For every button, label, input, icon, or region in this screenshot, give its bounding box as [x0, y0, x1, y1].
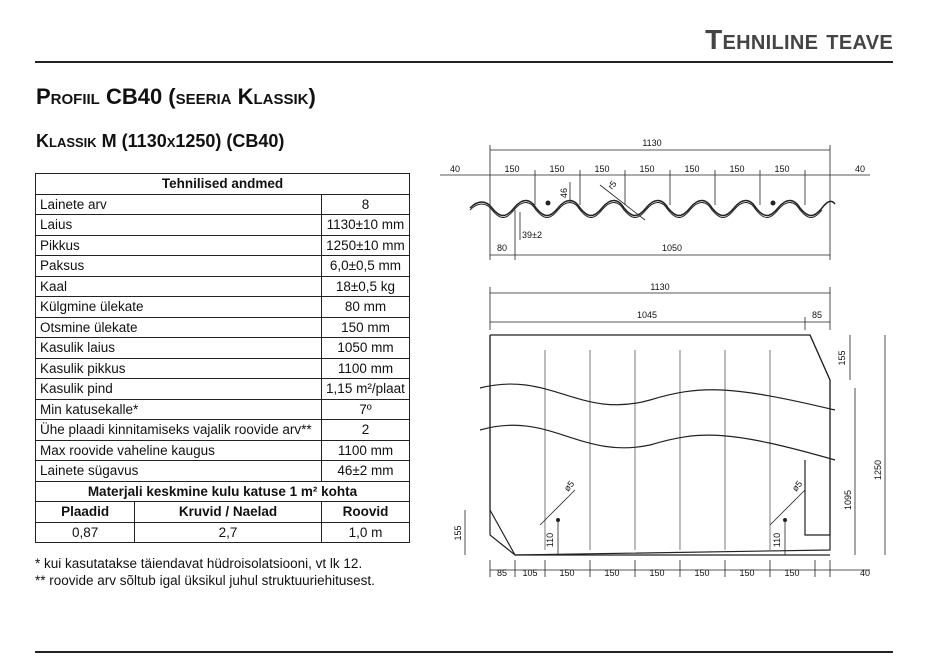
label-screw-dist-right: 110 [772, 532, 782, 548]
spec-row [36, 358, 410, 379]
label-seg-1: 150 [504, 164, 520, 174]
spec-label: Kasulik laius [36, 338, 322, 359]
spec-label: Kaal [36, 276, 322, 297]
tech-specs-table [35, 173, 410, 543]
spec-value: 46±2 mm [321, 461, 409, 482]
label-plan-cut: 85 [811, 310, 823, 320]
label-bottom-seg-0: 85 [496, 568, 508, 578]
label-seg-4: 150 [639, 164, 655, 174]
label-total-length: 1250 [873, 459, 883, 481]
spec-row [36, 399, 410, 420]
label-screw-dist-left: 110 [545, 532, 555, 548]
spec-value: 1050 mm [321, 338, 409, 359]
label-plan-useful: 1045 [636, 310, 658, 320]
spec-row [36, 215, 410, 236]
spec-value: 18±0,5 kg [321, 276, 409, 297]
usage-value-screws: 2,7 [135, 522, 322, 543]
spec-label: Lainete sügavus [36, 461, 322, 482]
spec-label: Paksus [36, 256, 322, 277]
product-subtitle: Klassik M (1130x1250) (CB40) [36, 131, 285, 151]
fastener-marker-right [771, 201, 776, 206]
spec-label: Kasulik pind [36, 379, 322, 400]
usage-header-plates: Plaadid [36, 502, 135, 523]
label-plan-total: 1130 [650, 282, 670, 292]
label-bottom-seg-2: 150 [559, 568, 575, 578]
label-height: 46 [559, 187, 569, 199]
label-offset: 39±2 [522, 230, 542, 240]
spec-label: Pikkus [36, 235, 322, 256]
screw-dot-left [556, 518, 560, 522]
technical-drawing [440, 130, 900, 590]
spec-label: Max roovide vaheline kaugus [36, 440, 322, 461]
spec-value: 150 mm [321, 317, 409, 338]
label-left-overlap: 80 [496, 243, 508, 253]
label-bottom-seg-3: 150 [604, 568, 620, 578]
spec-row [36, 194, 410, 215]
usage-value-plates: 0,87 [36, 522, 135, 543]
wave-cut-1 [480, 384, 835, 410]
footnote-1: * kui kasutatakse täiendavat hüdroisolatsiooni, vt lk 12. [35, 556, 363, 571]
spec-label: Kasulik pikkus [36, 358, 322, 379]
wave-cut-2 [480, 425, 835, 460]
spec-label: Külgmine ülekate [36, 297, 322, 318]
spec-value: 1100 mm [321, 440, 409, 461]
spec-value: 7º [321, 399, 409, 420]
usage-value-battens: 1,0 m [321, 522, 409, 543]
spec-value: 2 [321, 420, 409, 441]
label-cut-top: 155 [837, 350, 847, 366]
screw-dot-right [783, 518, 787, 522]
tech-table-title: Tehnilised andmed [36, 174, 410, 195]
spec-row [36, 317, 410, 338]
spec-value: 1130±10 mm [321, 215, 409, 236]
spec-value: 8 [321, 194, 409, 215]
usage-table-title: Materjali keskmine kulu katuse 1 m² kohta [36, 481, 410, 502]
label-cut-bottom: 155 [453, 525, 463, 541]
spec-value: 80 mm [321, 297, 409, 318]
label-bottom-seg-7: 150 [784, 568, 800, 578]
label-radius: r5 [605, 178, 619, 192]
spec-row [36, 461, 410, 482]
label-seg-3: 150 [594, 164, 610, 174]
spec-value: 6,0±0,5 mm [321, 256, 409, 277]
bottom-divider [35, 651, 893, 653]
top-divider [35, 61, 893, 63]
label-seg-6: 150 [729, 164, 745, 174]
spec-row [36, 379, 410, 400]
spec-label: Min katusekalle* [36, 399, 322, 420]
screw-line-right [770, 490, 805, 525]
spec-row [36, 276, 410, 297]
spec-value: 1100 mm [321, 358, 409, 379]
label-bottom-seg-1: 105 [522, 568, 538, 578]
spec-row [36, 235, 410, 256]
footnotes [35, 555, 375, 589]
label-screw-dia-left: ø5 [561, 478, 577, 494]
spec-label: Lainete arv [36, 194, 322, 215]
label-bottom-seg-6: 150 [739, 568, 755, 578]
spec-value: 1,15 m²/plaat [321, 379, 409, 400]
label-bottom-seg-8: 40 [859, 568, 871, 578]
spec-label: Ühe plaadi kinnitamiseks vajalik roovide arv** [36, 420, 322, 441]
label-useful-width: 1050 [661, 243, 683, 253]
label-seg-5: 150 [684, 164, 700, 174]
spec-value: 1250±10 mm [321, 235, 409, 256]
spec-label: Otsmine ülekate [36, 317, 322, 338]
spec-label: Laius [36, 215, 322, 236]
label-profile-total: 1130 [642, 138, 662, 148]
spec-row [36, 297, 410, 318]
spec-row [36, 420, 410, 441]
label-seg-7: 150 [774, 164, 790, 174]
label-useful-length: 1095 [843, 489, 853, 511]
page-title: Profiil CB40 (seeria Klassik) [36, 84, 316, 109]
footnote-2: ** roovide arv sõltub igal üksikul juhul struktuuriehitusest. [35, 573, 375, 588]
label-seg-0: 40 [449, 164, 461, 174]
label-bottom-seg-5: 150 [694, 568, 710, 578]
usage-header-screws: Kruvid / Naelad [135, 502, 322, 523]
header-title: Tehniline teave [705, 24, 893, 55]
spec-row [36, 440, 410, 461]
plate-grooves [545, 350, 770, 550]
fastener-marker-left [546, 201, 551, 206]
spec-row [36, 338, 410, 359]
spec-row [36, 256, 410, 277]
label-bottom-seg-4: 150 [649, 568, 665, 578]
label-screw-dia-right: ø5 [789, 478, 805, 494]
usage-header-battens: Roovid [321, 502, 409, 523]
label-seg-8: 40 [854, 164, 866, 174]
label-seg-2: 150 [549, 164, 565, 174]
